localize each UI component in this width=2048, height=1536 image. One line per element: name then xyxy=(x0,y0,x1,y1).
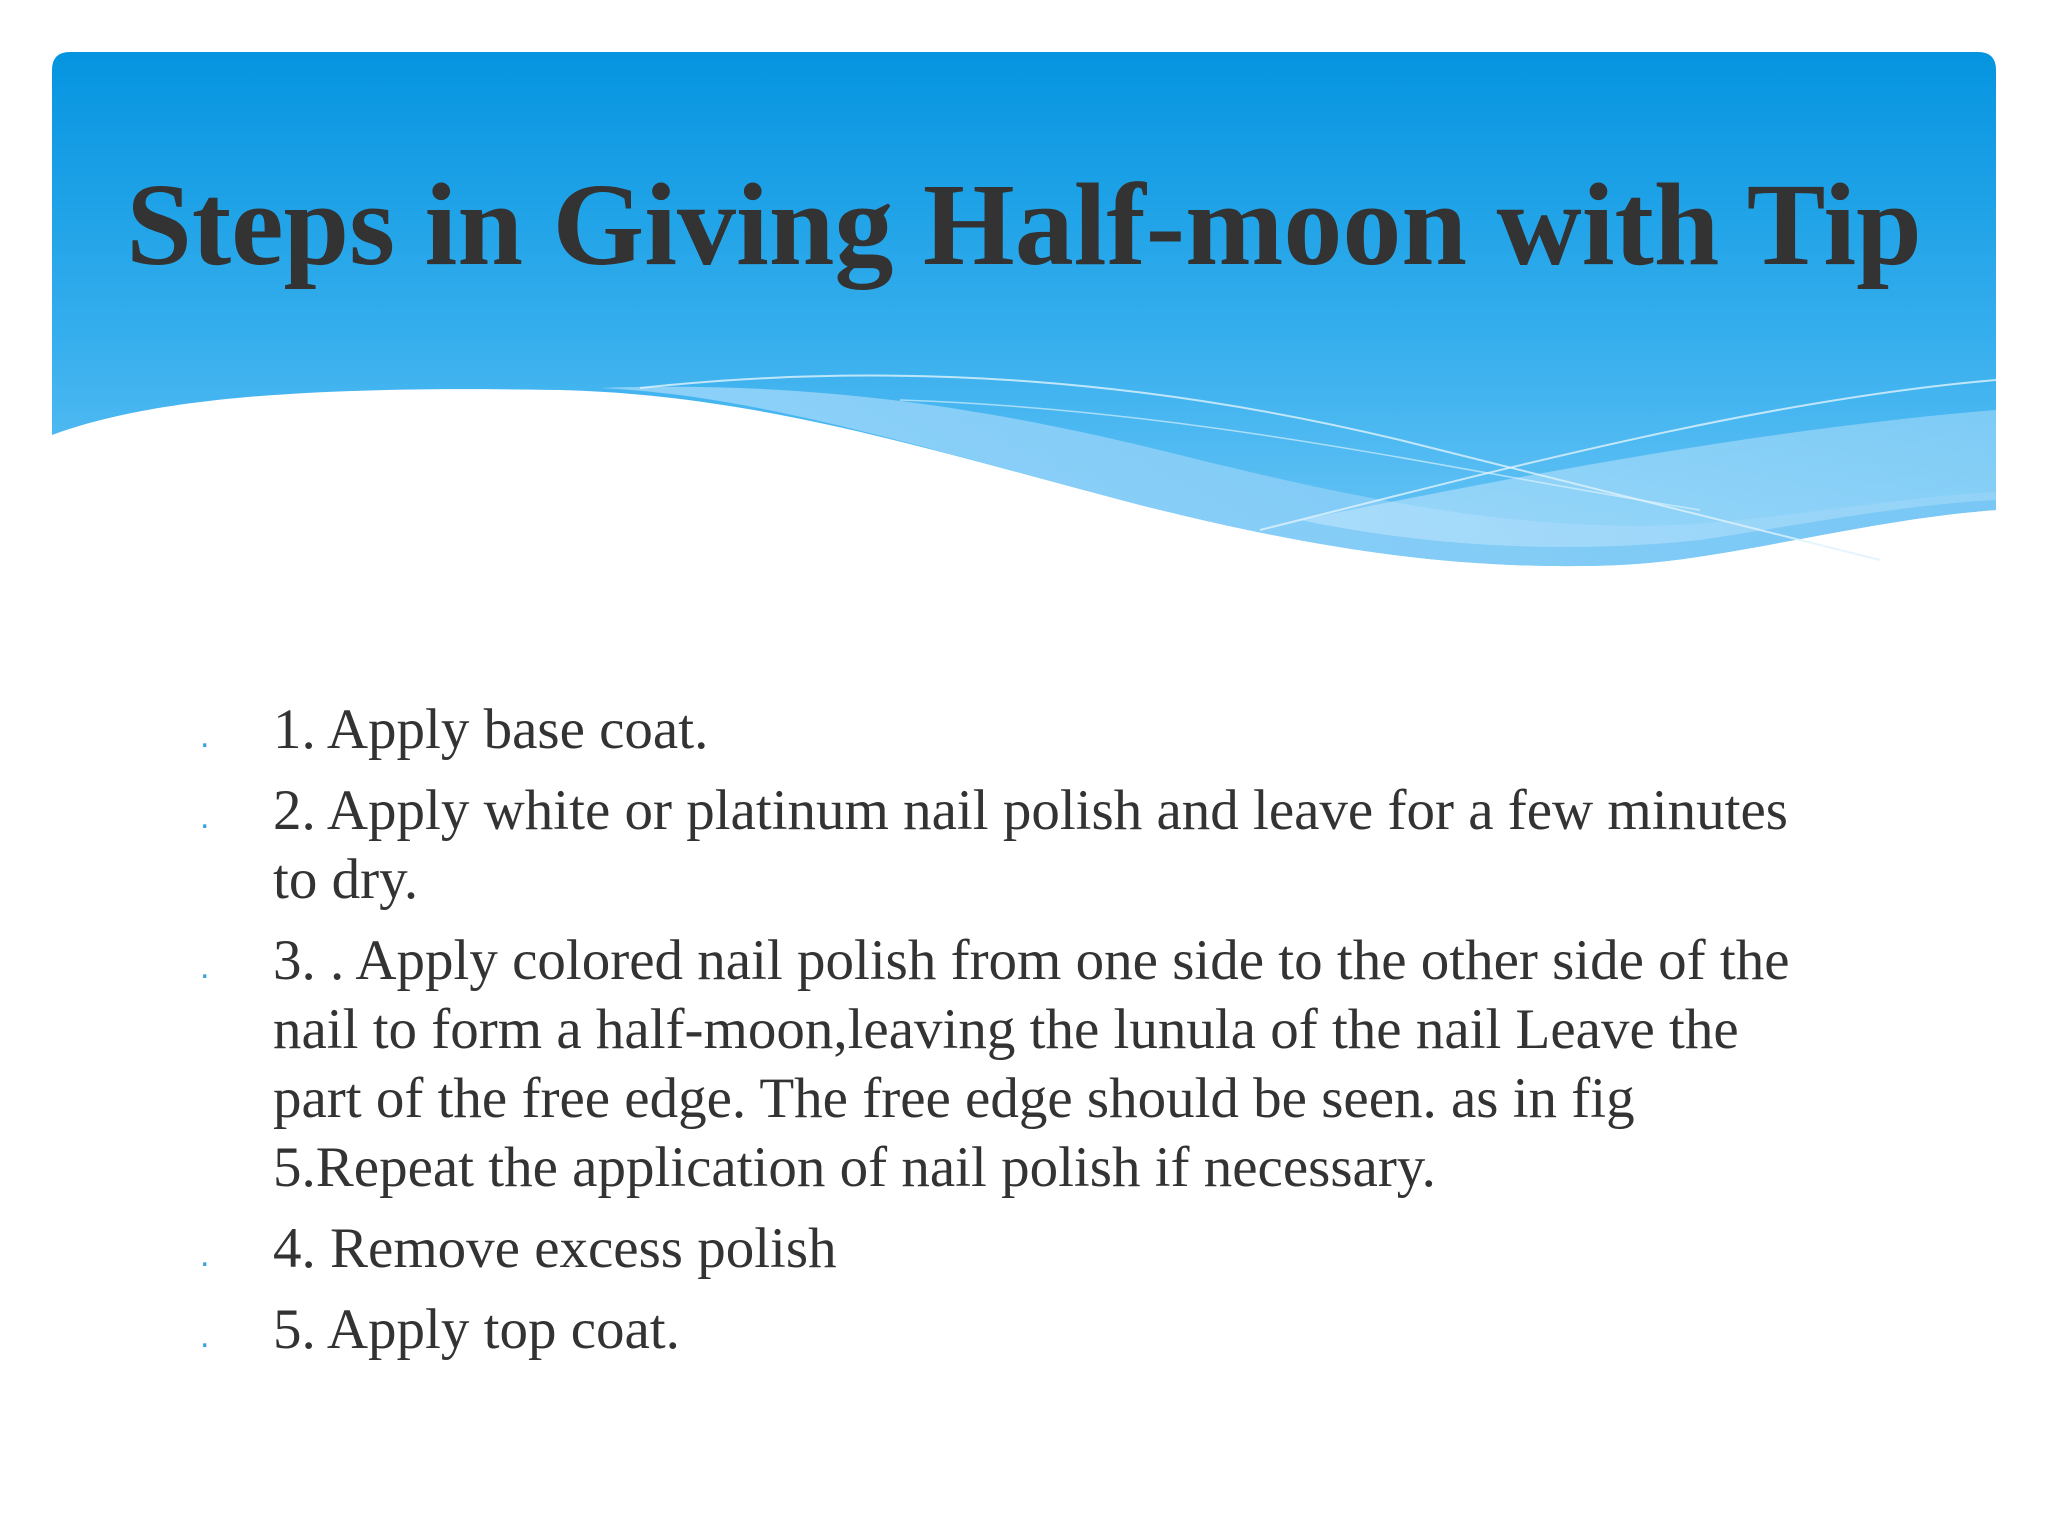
slide-title: Steps in Giving Half-moon with Tip xyxy=(126,159,1922,290)
step-item xyxy=(200,1214,1840,1283)
steps-list xyxy=(200,695,1840,1376)
bullet-marker: . xyxy=(200,1236,210,1274)
bullet-marker: . xyxy=(200,1317,210,1355)
step-text: 2. Apply white or platinum nail polish and leave for a few minutes to dry. xyxy=(273,779,1788,911)
step-text: 3. . Apply colored nail polish from one side to the other side of the nail to form a half-moon,leaving the lunula of the nail Leave the part of the free edge. The free edge should be seen. as in fig 5.Repeat the application of nail polish if necessary. xyxy=(273,929,1790,1199)
bullet-marker: . xyxy=(200,948,210,986)
step-item xyxy=(200,926,1840,1202)
step-text: 5. Apply top coat. xyxy=(273,1298,680,1361)
bullet-marker: . xyxy=(200,717,210,755)
step-text: 4. Remove excess polish xyxy=(273,1217,837,1280)
step-item xyxy=(200,695,1840,764)
step-text: 1. Apply base coat. xyxy=(273,698,709,761)
header-wave-banner xyxy=(0,0,2048,620)
step-item xyxy=(200,1295,1840,1364)
bullet-marker: . xyxy=(200,798,210,836)
step-item xyxy=(200,776,1840,914)
